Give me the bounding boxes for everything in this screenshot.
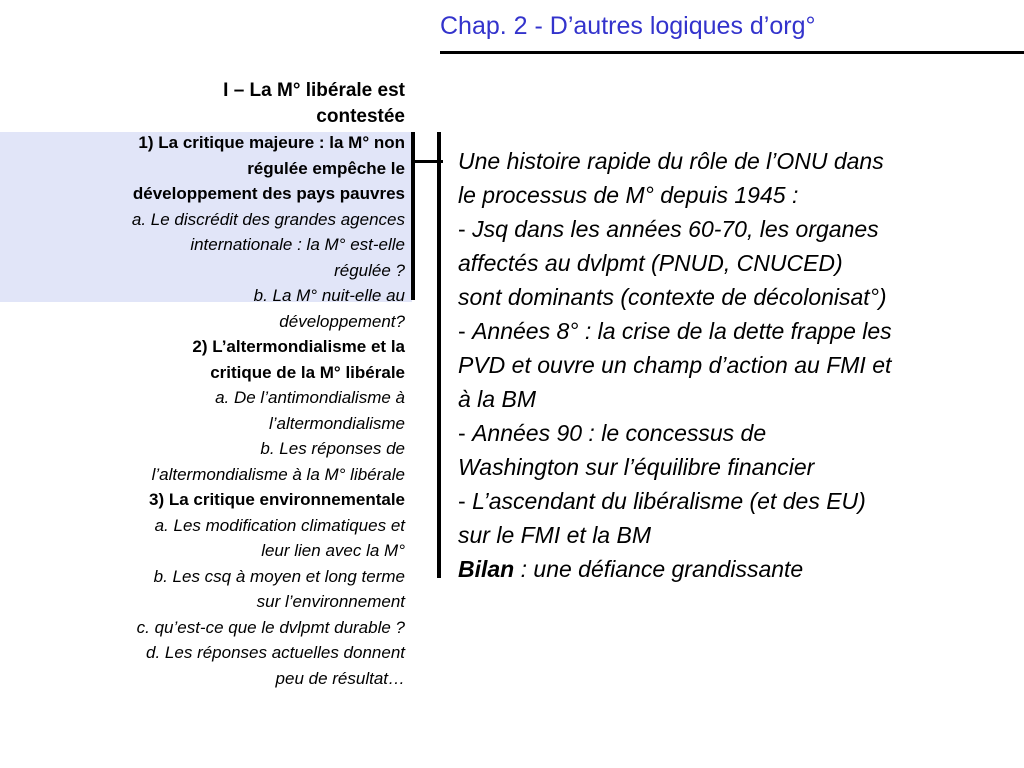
- outline-item-line: leur lien avec la M°: [261, 541, 405, 560]
- content-line: [458, 144, 1014, 178]
- content-line: [458, 246, 1014, 280]
- outline-item-line: a. De l’antimondialisme à: [215, 388, 405, 407]
- bullet-dash: -: [458, 216, 473, 242]
- outline-subsection-line: critique de la M° libérale: [210, 362, 405, 382]
- content-line-text: Jsq dans les années 60-70, les organes: [472, 216, 879, 242]
- outline-item-line: développement?: [279, 311, 405, 331]
- content-line-text: affectés au dvlpmt (PNUD, CNUCED): [458, 250, 843, 276]
- outline-section-title: [10, 78, 405, 130]
- content-line: [458, 348, 1014, 382]
- content-line-text: L’ascendant du libéralisme (et des EU): [472, 488, 866, 514]
- title-underline: [440, 51, 1024, 54]
- outline-item-line: peu de résultat…: [275, 668, 405, 688]
- content-line: [458, 450, 1014, 484]
- outline-subsection-line: 1) La critique majeure : la M° non: [138, 133, 405, 152]
- content-text: [458, 144, 1014, 586]
- outline-item-line: b. Les réponses de: [260, 439, 405, 458]
- outline-item-line: a. Le discrédit des grandes agences: [131, 209, 405, 229]
- content-line-text: sur le FMI et la BM: [458, 522, 651, 548]
- outline-item-line: sur l’environnement: [256, 592, 405, 611]
- outline-section-line: I – La M° libérale est: [223, 80, 405, 101]
- outline-item-line: b. Les csq à moyen et long terme: [153, 566, 405, 586]
- content-line: [458, 552, 1014, 586]
- content-line: [458, 382, 1014, 416]
- outline-subsection-line: 3) La critique environnementale: [148, 490, 405, 509]
- content-line: [458, 212, 1014, 246]
- content-line-text: Années 8° : la crise de la dette frappe les: [472, 318, 892, 344]
- outline-panel: [10, 78, 405, 691]
- content-line-text: Une histoire rapide du rôle de l’ONU dans: [458, 148, 884, 174]
- content-divider: [437, 132, 441, 578]
- outline-item-line: l’altermondialisme: [268, 413, 405, 433]
- content-line-text: sont dominants (contexte de décolonisat°): [458, 284, 887, 310]
- content-line: [458, 518, 1014, 552]
- bullet-dash: -: [458, 420, 473, 446]
- outline-subsection-line: régulée empêche le: [247, 158, 405, 178]
- highlight-bracket: [411, 132, 415, 300]
- outline-item-line: d. Les réponses actuelles donnent: [146, 643, 405, 662]
- content-line-text: : une défiance grandissante: [514, 556, 804, 582]
- outline-subsection-line: 2) L’altermondialisme et la: [192, 337, 405, 356]
- content-line-text: PVD et ouvre un champ d’action au FMI et: [458, 352, 892, 378]
- content-line: [458, 178, 1014, 212]
- outline-item-line: internationale : la M° est-elle: [190, 235, 405, 254]
- content-emphasis: Bilan: [458, 556, 515, 582]
- outline-section-line: contestée: [316, 106, 405, 127]
- content-line-text: Années 90 : le concessus de: [472, 420, 767, 446]
- content-line: [458, 484, 1014, 518]
- outline-list: [10, 130, 405, 691]
- content-line-text: le processus de M° depuis 1945 :: [458, 182, 799, 208]
- outline-item-line: l’altermondialisme à la M° libérale: [151, 464, 405, 484]
- content-line: [458, 314, 1014, 348]
- bullet-dash: -: [458, 318, 473, 344]
- content-line-text: à la BM: [458, 386, 536, 412]
- content-line-text: Washington sur l’équilibre financier: [458, 454, 815, 480]
- content-line: [458, 416, 1014, 450]
- slide-title: Chap. 2 - D’autres logiques d’org°: [440, 12, 816, 40]
- outline-item-line: b. La M° nuit-elle au: [253, 286, 405, 305]
- outline-item-line: régulée ?: [334, 260, 405, 280]
- bullet-dash: -: [458, 488, 473, 514]
- content-line: [458, 280, 1014, 314]
- outline-subsection-line: développement des pays pauvres: [132, 184, 405, 203]
- outline-item-line: c. qu’est-ce que le dvlpmt durable ?: [136, 617, 405, 637]
- outline-item-line: a. Les modification climatiques et: [154, 515, 405, 535]
